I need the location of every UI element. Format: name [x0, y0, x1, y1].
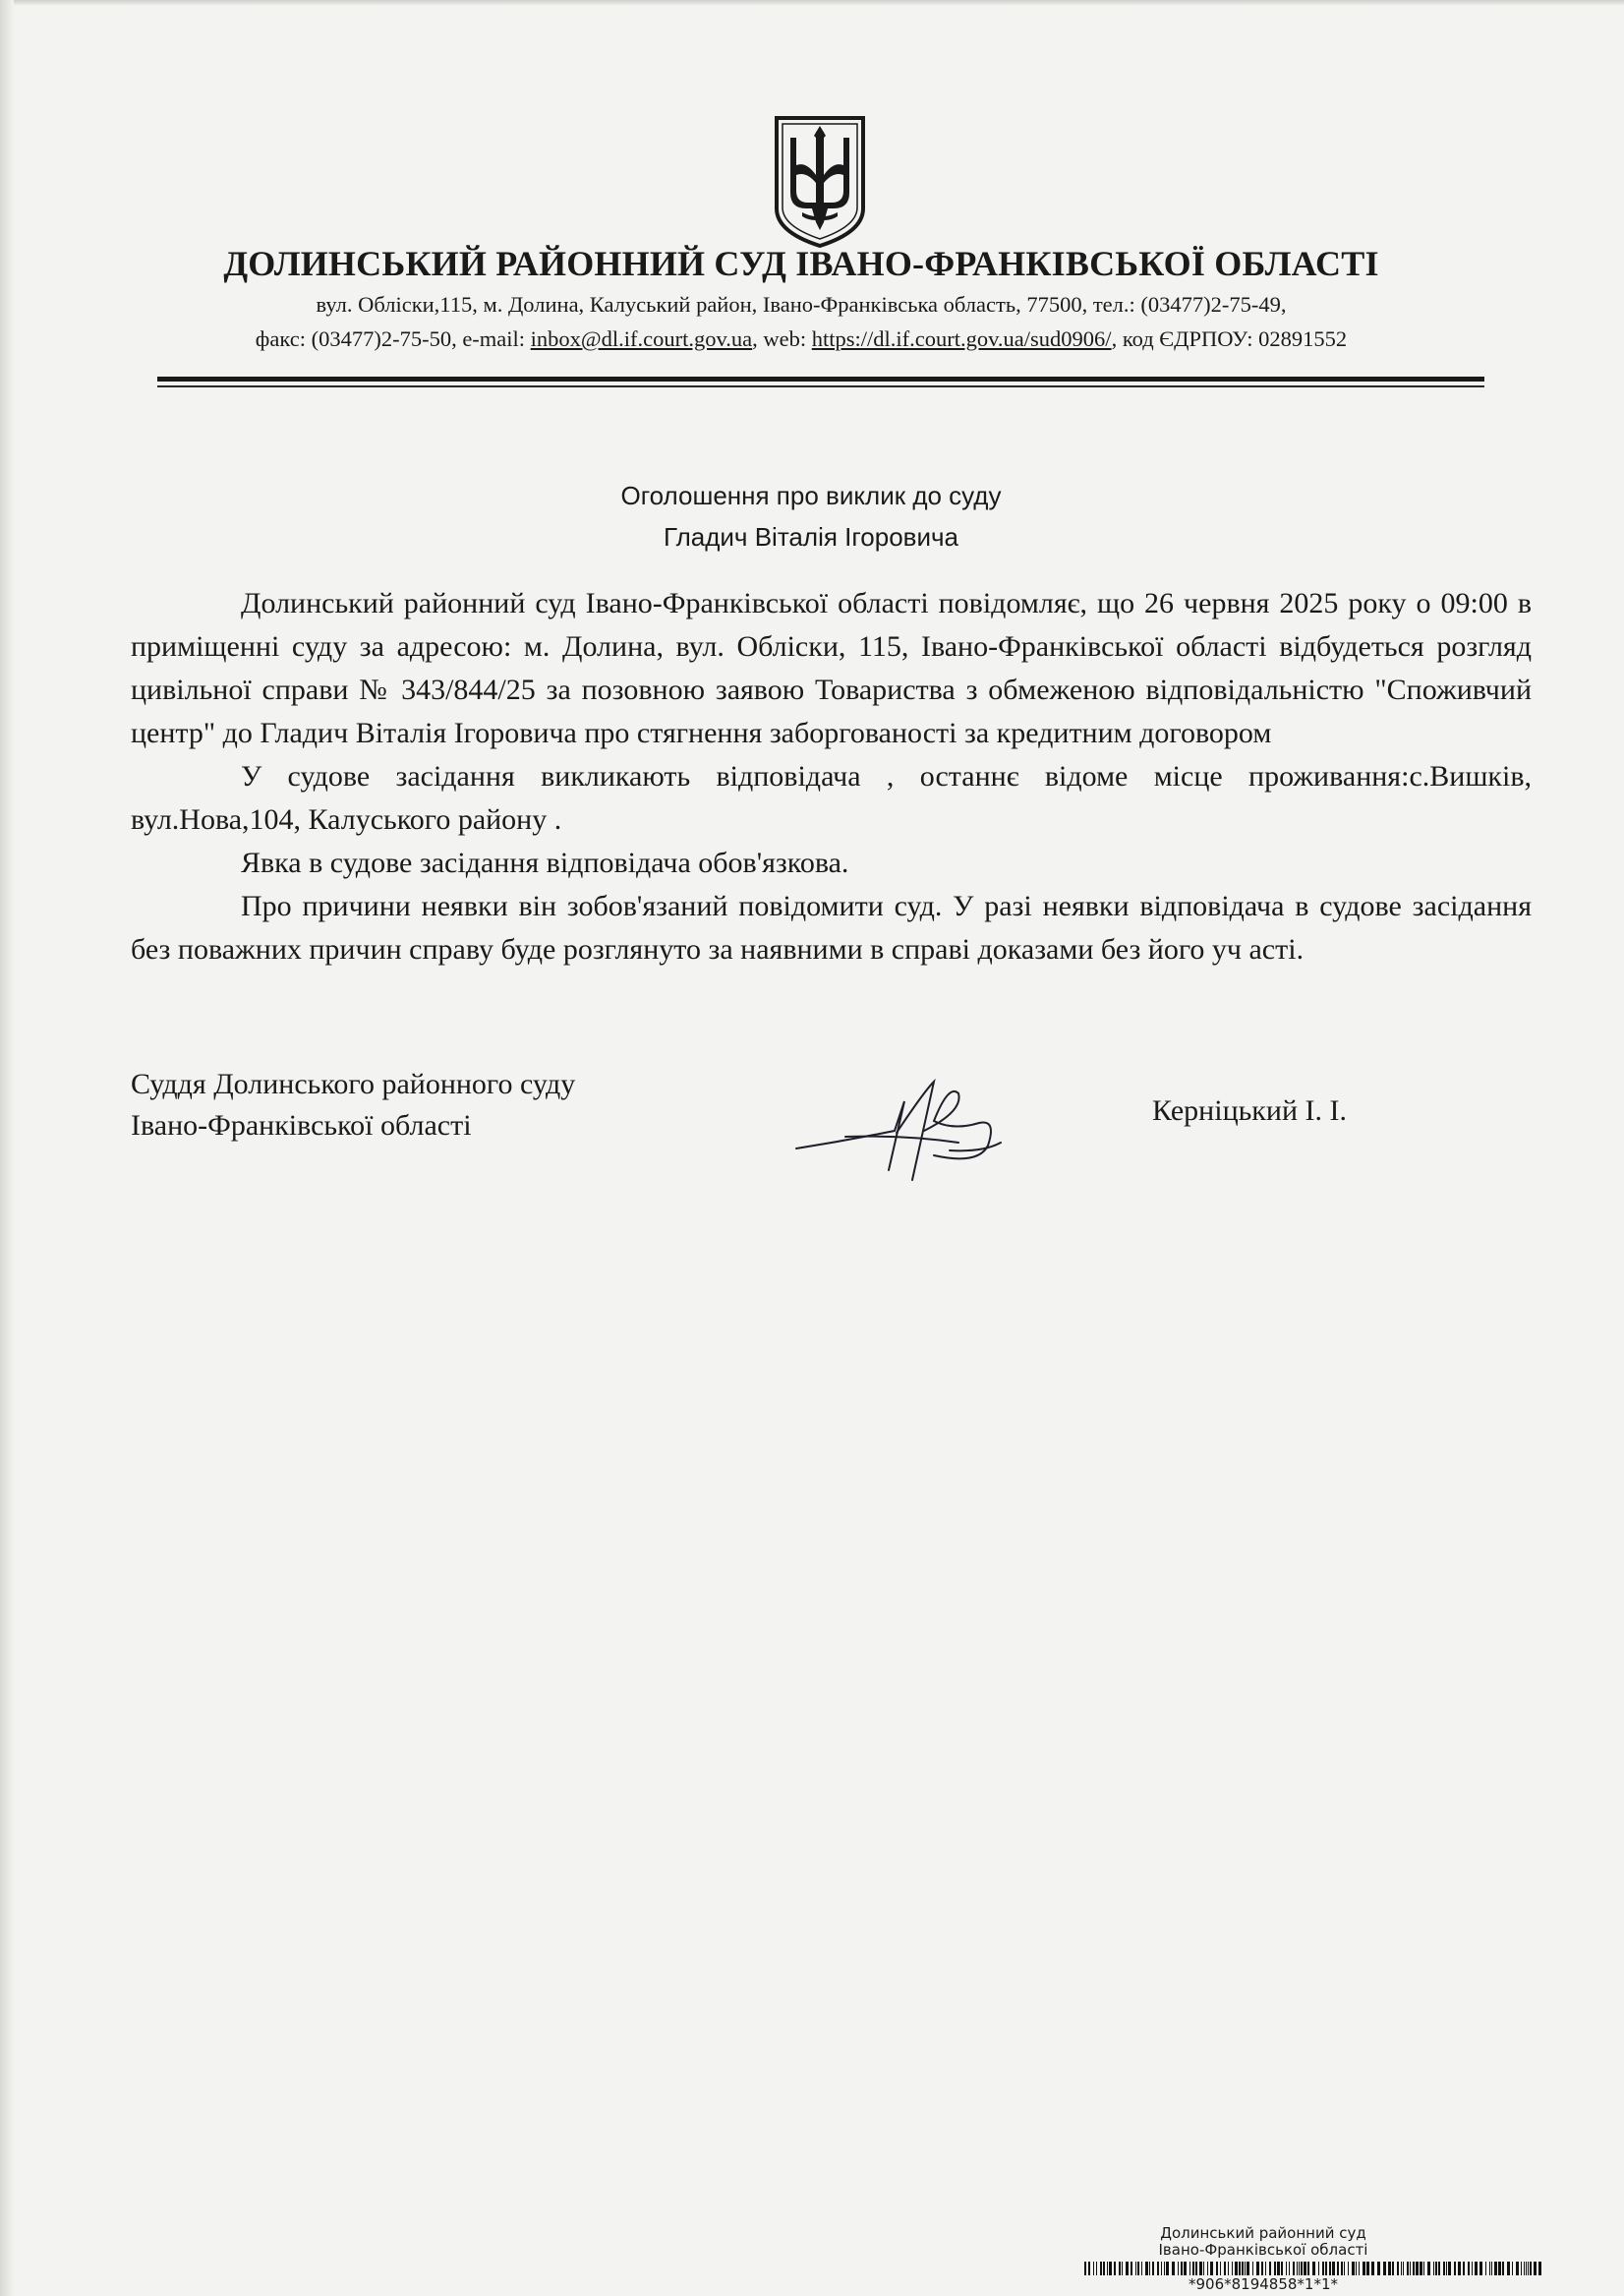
scan-edge-left [0, 0, 14, 2296]
body-paragraph-absence: Про причини неявки він зобов'язаний повідомити суд. У разі неявки відповідача в судове засідання без поважних причин справу буде розглянуто за наявними в справі доказами без його уч асті. [131, 890, 1532, 966]
stamp-court-line: Долинський районний суд [1160, 2224, 1366, 2242]
header-divider-thick [157, 377, 1484, 382]
judge-title-line1: Суддя Долинського районного суду [131, 1068, 576, 1100]
fax-label: факс: (03477)2-75-50, e-mail: [255, 326, 531, 351]
web-link[interactable]: https://dl.if.court.gov.ua/sud0906/ [811, 326, 1112, 351]
judge-title [131, 1064, 575, 1147]
announcement-subject: Гладич Віталія Ігоровича [663, 522, 958, 552]
announcement-title: Оголошення про виклик до суду [620, 481, 1002, 510]
scan-edge-top [0, 0, 1624, 6]
body-paragraph-hearing: Долинський районний суд Івано-Франківської області повідомляє, що 26 червня 2025 року о 09:00 в приміщенні суду за адресою: м. Долина, вул. Обліски, 115, Івано-Франківської області відбудеться розгляд цивільної справи № 343/844/25 за позовною заявою Товариства з обмеженою відповідальністю "Споживчий центр" до Гладич Віталія Ігоровича про стягнення заборгованості за кредитним договором [131, 587, 1532, 749]
barcode [1084, 2262, 1544, 2275]
body-paragraph-summons: У судове засідання викликають відповідача , останнє відоме місце проживання:с.Вишків, вул.Нова,104, Калуського району . [131, 760, 1532, 836]
barcode-number: *906*8194858*1*1* [1188, 2275, 1339, 2293]
court-contacts [147, 326, 1455, 352]
body-paragraph-attendance: Явка в судове засідання відповідача обов'язкова. [241, 847, 849, 879]
announcement-heading [295, 475, 1327, 558]
registration-stamp [1121, 2225, 1406, 2259]
edrpou-code: , код ЄДРПОУ: 02891552 [1111, 326, 1348, 351]
stamp-region-line: Івано-Франківської області [1158, 2241, 1368, 2259]
web-label: , web: [752, 326, 812, 351]
announcement-body [131, 582, 1532, 971]
header-divider-thin [157, 385, 1484, 387]
handwritten-signature [786, 1072, 1042, 1190]
coat-of-arms-icon [773, 114, 867, 250]
court-name: ДОЛИНСЬКИЙ РАЙОННИЙ СУД ІВАНО-ФРАНКІВСЬКОЇ ОБЛАСТІ [223, 244, 1379, 283]
email-link[interactable]: inbox@dl.if.court.gov.ua [530, 326, 753, 351]
judge-name: Керніцький І. І. [1152, 1094, 1347, 1127]
court-address: вул. Обліски,115, м. Долина, Калуський район, Івано-Франківська область, 77500, тел.: (03477)2-75-49, [316, 292, 1287, 317]
judge-title-line2: Івано-Франківської області [131, 1109, 472, 1142]
